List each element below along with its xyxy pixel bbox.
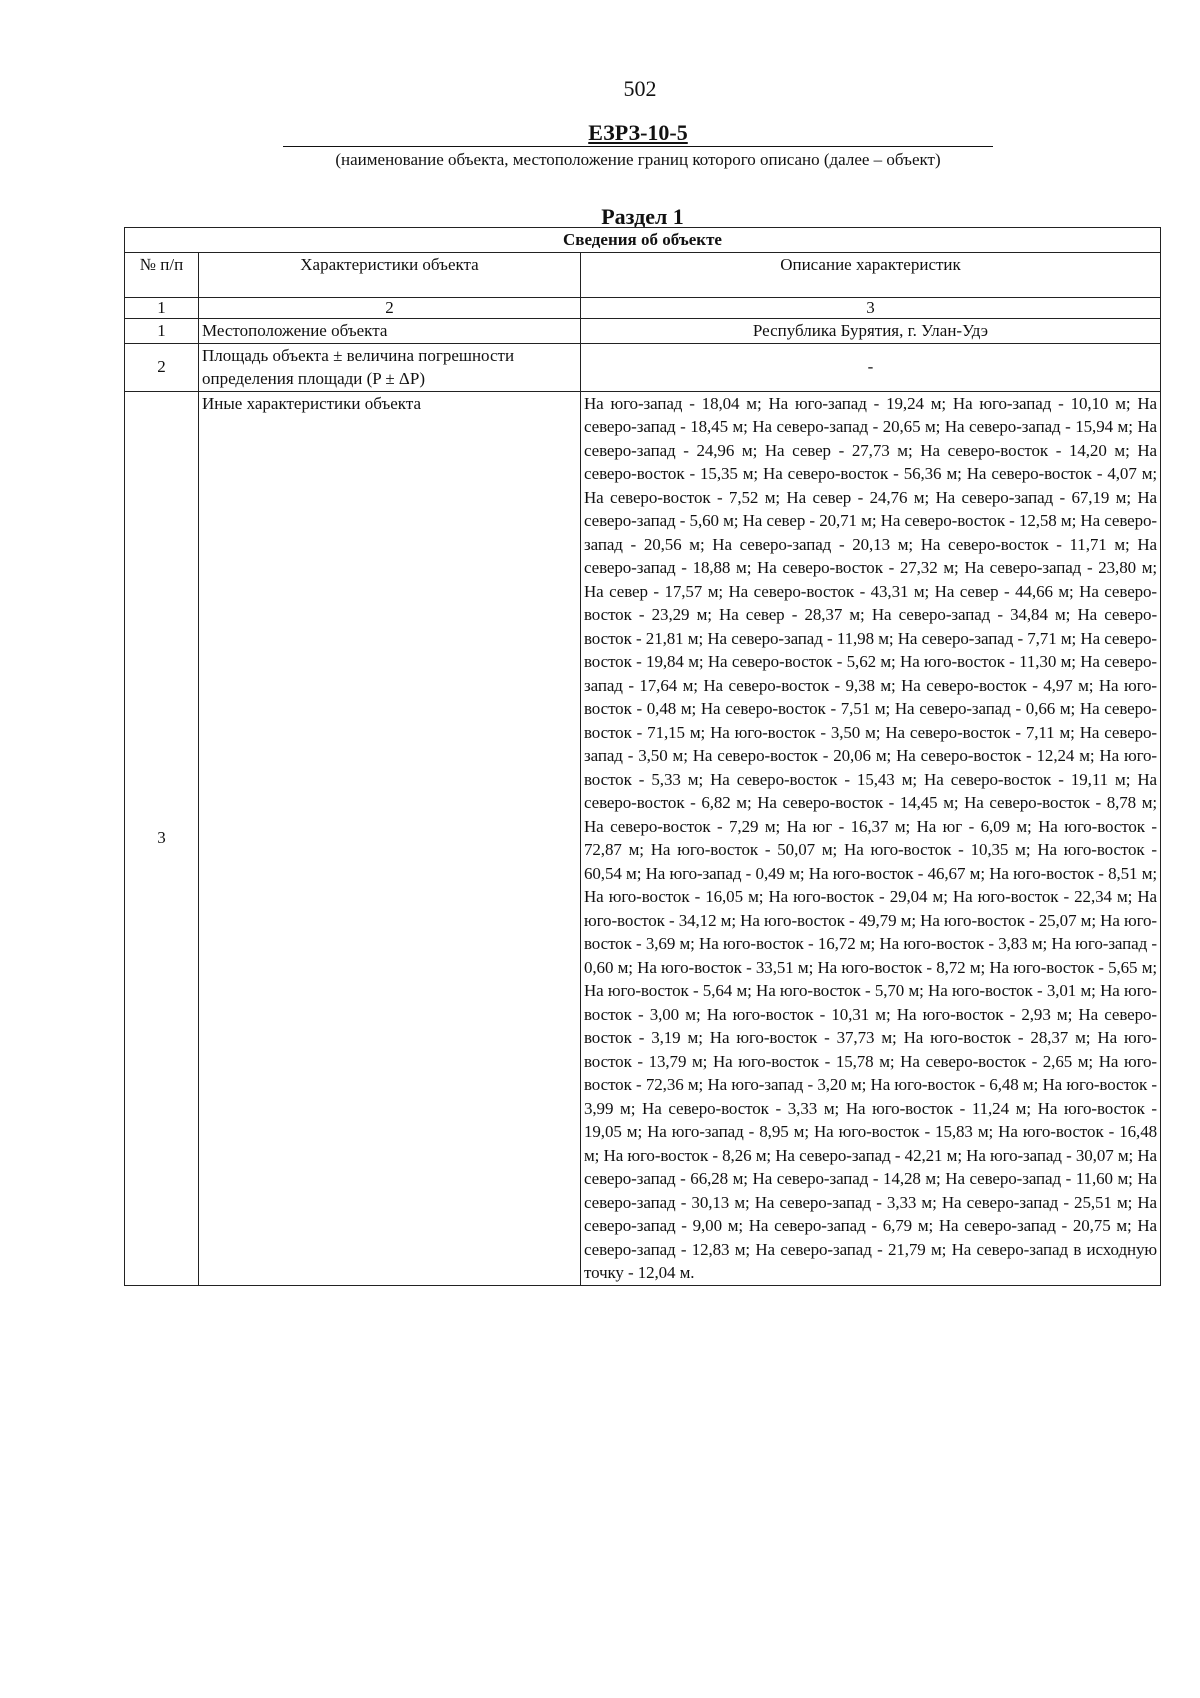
row-characteristic: Местоположение объекта <box>199 319 581 344</box>
row-description: На юго-запад - 18,04 м; На юго-запад - 19,24 м; На юго-запад - 10,10 м; На северо-запад - 18,45 м; На северо-запад - 20,65 м; На северо-запад - 15,94 м; На северо-запад - 24,96 м; На север - 27,73 м; На северо-восток - 14,20 м; На северо-восток - 15,35 м; На северо-восток - 56,36 м; На северо-восток - 4,07 м; На северо-восток - 7,52 м; На север - 24,76 м; На северо-запад - 67,19 м; На северо-запад - 5,60 м; На север - 20,71 м; На северо-восток - 12,58 м; На северо-запад - 20,56 м; На северо-запад - 20,13 м; На северо-восток - 11,71 м; На северо-запад - 18,88 м; На северо-восток - 27,32 м; На северо-запад - 23,80 м; На север - 17,57 м; На северо-восток - 43,31 м; На север - 44,66 м; На северо-восток - 23,29 м; На север - 28,37 м; На северо-запад - 34,84 м; На северо-восток - 21,81 м; На северо-запад - 11,98 м; На северо-запад - 7,71 м; На северо-восток - 19,84 м; На северо-восток - 5,62 м; На юго-восток - 11,30 м; На северо-запад - 17,64 м; На северо-восток - 9,38 м; На северо-восток - 4,97 м; На юго-восток - 0,48 м; На северо-восток - 7,51 м; На северо-запад - 0,66 м; На северо-восток - 71,15 м; На юго-восток - 3,50 м; На северо-восток - 7,11 м; На северо-запад - 3,50 м; На северо-восток - 20,06 м; На северо-восток - 12,24 м; На юго-восток - 5,33 м; На северо-восток - 15,43 м; На северо-восток - 19,11 м; На северо-восток - 6,82 м; На северо-восток - 14,45 м; На северо-восток - 8,78 м; На северо-восток - 7,29 м; На юг - 16,37 м; На юг - 6,09 м; На юго-восток - 72,87 м; На юго-восток - 50,07 м; На юго-восток - 10,35 м; На юго-восток - 60,54 м; На юго-запад - 0,49 м; На юго-восток - 46,67 м; На юго-восток - 8,51 м; На юго-восток - 16,05 м; На юго-восток - 29,04 м; На юго-восток - 22,34 м; На юго-восток - 34,12 м; На юго-восток - 49,79 м; На юго-восток - 25,07 м; На юго-восток - 3,69 м; На юго-восток - 16,72 м; На юго-восток - 3,83 м; На юго-запад - 0,60 м; На юго-восток - 33,51 м; На юго-восток - 8,72 м; На юго-восток - 5,65 м; На юго-восток - 5,64 м; На юго-восток - 5,70 м; На юго-восток - 3,01 м; На юго-восток - 3,00 м; На юго-восток - 10,31 м; На юго-восток - 2,93 м; На северо-восток - 3,19 м; На юго-восток - 37,73 м; На юго-восток - 28,37 м; На юго-восток - 13,79 м; На юго-восток - 15,78 м; На северо-восток - 2,65 м; На юго-восток - 72,36 м; На юго-запад - 3,20 м; На юго-восток - 6,48 м; На юго-восток - 3,99 м; На северо-восток - 3,33 м; На юго-восток - 11,24 м; На юго-восток - 19,05 м; На юго-запад - 8,95 м; На юго-восток - 15,83 м; На юго-восток - 16,48 м; На юго-восток - 8,26 м; На северо-запад - 42,21 м; На юго-запад - 30,07 м; На северо-запад - 66,28 м; На северо-запад - 14,28 м; На северо-запад - 11,60 м; На северо-запад - 30,13 м; На северо-запад - 3,33 м; На северо-запад - 25,51 м; На северо-запад - 9,00 м; На северо-запад - 6,79 м; На северо-запад - 20,75 м; На северо-запад - 12,83 м; На северо-запад - 21,79 м; На северо-запад в исходную точку - 12,04 м. <box>581 391 1161 1285</box>
column-number-row <box>125 298 1161 319</box>
table-caption: Сведения об объекте <box>125 228 1161 253</box>
header-characteristics: Характеристики объекта <box>199 253 581 298</box>
document-title: ЕЗРЗ-10-5 <box>588 120 688 145</box>
table-caption-row <box>125 228 1161 253</box>
column-number: 3 <box>581 298 1161 319</box>
header-number: № п/п <box>125 253 199 298</box>
column-number: 1 <box>125 298 199 319</box>
table-row <box>125 343 1161 391</box>
row-number: 3 <box>125 391 199 1285</box>
page-number: 502 <box>623 76 657 101</box>
row-number: 2 <box>125 343 199 391</box>
title-underline-rule <box>283 146 993 147</box>
row-characteristic: Иные характеристики объекта <box>199 391 581 1285</box>
section-title: Раздел 1 <box>601 204 684 229</box>
row-description: Республика Бурятия, г. Улан-Удэ <box>581 319 1161 344</box>
row-number: 1 <box>125 319 199 344</box>
row-characteristic: Площадь объекта ± величина погрешности определения площади (P ± ΔP) <box>199 343 581 391</box>
row-description: - <box>581 343 1161 391</box>
table-row <box>125 391 1161 1285</box>
document-subtitle: (наименование объекта, местоположение границ которого описано (далее – объект) <box>335 150 941 169</box>
table-row <box>125 319 1161 344</box>
object-info-table <box>124 227 1161 1286</box>
header-description: Описание характеристик <box>581 253 1161 298</box>
table-header-row <box>125 253 1161 298</box>
column-number: 2 <box>199 298 581 319</box>
